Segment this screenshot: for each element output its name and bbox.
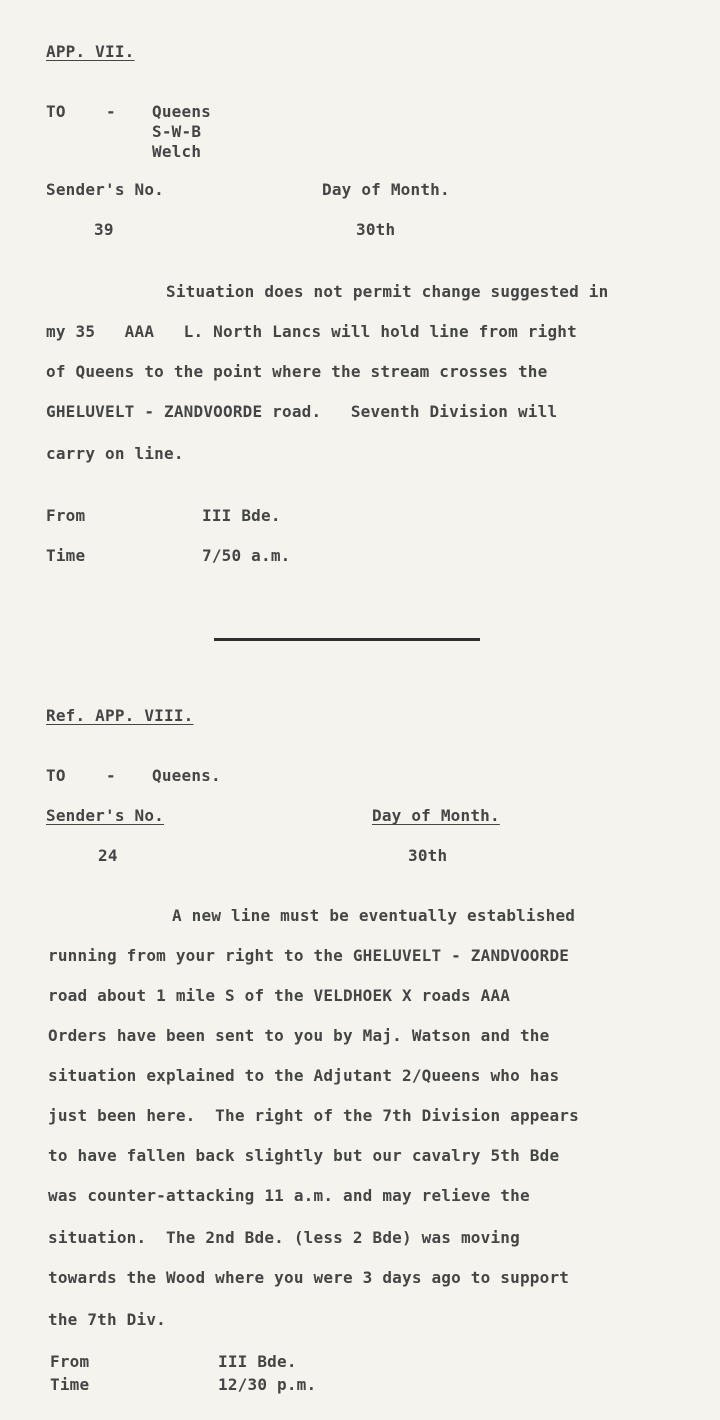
app7-from: III Bde. (202, 506, 281, 525)
app7-recipient: S-W-B (152, 122, 202, 141)
app7-body-line: Situation does not permit change suggested in (166, 282, 609, 301)
app8-body-line: road about 1 mile S of the VELDHOEK X roads AAA (48, 986, 511, 1005)
app8-time-label: Time (50, 1375, 90, 1394)
app8-day-label: Day of Month. (372, 806, 500, 825)
app7-body-line: carry on line. (46, 444, 184, 463)
app7-recipient: Welch (152, 142, 202, 161)
app8-sender-no: 24 (98, 846, 118, 865)
app7-heading: APP. VII. (46, 42, 135, 61)
app8-sender-label: Sender's No. (46, 806, 164, 825)
app7-sender-label: Sender's No. (46, 180, 164, 199)
app8-body-line: Orders have been sent to you by Maj. Watson and the (48, 1026, 550, 1045)
app8-recipient: Queens. (152, 766, 221, 785)
app7-to-label: TO (46, 102, 66, 121)
app7-body-line: my 35 AAA L. North Lancs will hold line from right (46, 322, 577, 341)
app8-body-line: towards the Wood where you were 3 days ago to support (48, 1268, 570, 1287)
app8-body-line: situation explained to the Adjutant 2/Queens who has (48, 1066, 560, 1085)
app7-to-dash: - (106, 102, 116, 121)
app7-from-label: From (46, 506, 86, 525)
app8-to-dash: - (106, 766, 116, 785)
app7-body-line: of Queens to the point where the stream crosses the (46, 362, 548, 381)
app8-time: 12/30 p.m. (218, 1375, 317, 1394)
app8-from-label: From (50, 1352, 90, 1371)
app8-from: III Bde. (218, 1352, 297, 1371)
app8-body-line: running from your right to the GHELUVELT - ZANDVOORDE (48, 946, 570, 965)
app8-body-line: was counter-attacking 11 a.m. and may relieve the (48, 1186, 530, 1205)
app7-time-label: Time (46, 546, 86, 565)
app7-recipient: Queens (152, 102, 211, 121)
app8-body-line: just been here. The right of the 7th Division appears (48, 1106, 579, 1125)
app7-day-label: Day of Month. (322, 180, 450, 199)
app7-sender-no: 39 (94, 220, 114, 239)
section-divider (214, 638, 480, 641)
app8-body-line: situation. The 2nd Bde. (less 2 Bde) was moving (48, 1228, 520, 1247)
app7-day: 30th (356, 220, 396, 239)
app8-body-line: to have fallen back slightly but our cavalry 5th Bde (48, 1146, 560, 1165)
app8-heading: Ref. APP. VIII. (46, 706, 194, 725)
app8-body-line: A new line must be eventually established (172, 906, 576, 925)
app8-day: 30th (408, 846, 448, 865)
app8-body-line: the 7th Div. (48, 1310, 166, 1329)
app7-body-line: GHELUVELT - ZANDVOORDE road. Seventh Division will (46, 402, 558, 421)
app7-time: 7/50 a.m. (202, 546, 291, 565)
app8-to-label: TO (46, 766, 66, 785)
